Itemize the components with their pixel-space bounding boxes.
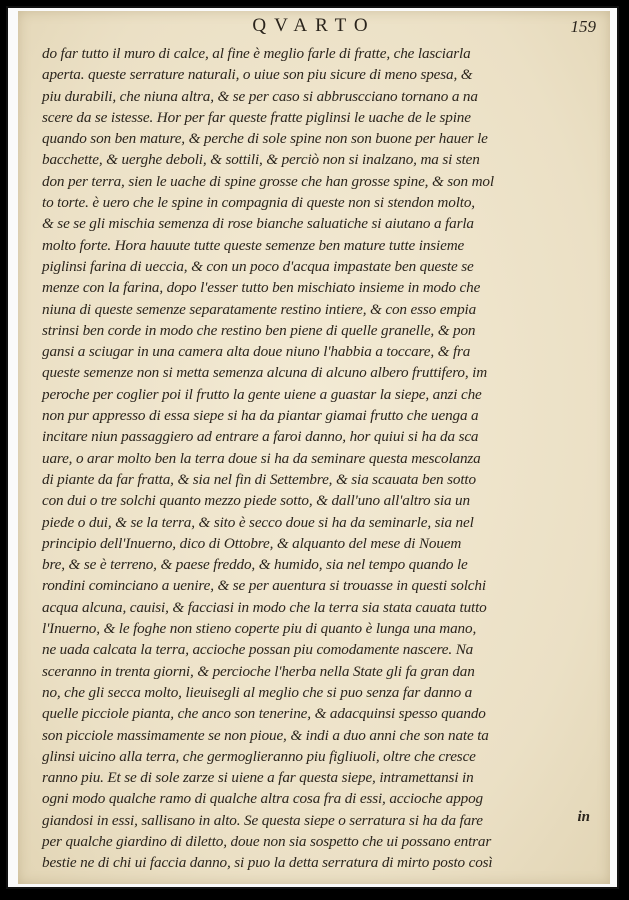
book-page [18, 11, 610, 884]
text-line: principio dell'Inuerno, dico di Ottobre, & alquanto del mese di Nouem [42, 534, 462, 552]
text-line: ne uada calcata la terra, accioche possan piu comodamente nascere. Na [42, 641, 474, 659]
text-line: piede o dui, & se la terra, & sito è secco doue si ha da seminarle, sia nel [42, 513, 474, 531]
text-line: menze con la farina, dopo l'esser tutto ben mischiato insieme in modo che [42, 279, 481, 297]
text-line: acqua alcuna, cauisi, & facciasi in modo che la terra sia stata cauata tutto [42, 598, 487, 616]
page-frame [6, 6, 619, 889]
text-line: scere da se istesse. Hor per far queste fratte piglinsi le uache de le spine [42, 108, 471, 126]
running-head: QVARTO [252, 15, 376, 36]
text-line: non pur appresso di essa siepe si ha da piantar giamai frutto che uenga a [42, 407, 479, 425]
text-line: don per terra, sien le uache di spine grosse che han grosse spine, & son mol [42, 172, 494, 190]
text-line: bacchette, & uerghe deboli, & sottili, & perciò non si inalzano, ma si sten [42, 151, 480, 169]
text-line: no, che gli secca molto, lieuisegli al meglio che si puo senza far danno a [42, 683, 473, 701]
text-line: piglinsi farina di ueccia, & con un poco d'acqua impastate ben queste se [42, 257, 474, 275]
text-line: glinsi uicino alla terra, che germoglieranno piu figliuoli, oltre che cresce [42, 747, 476, 765]
text-line: do far tutto il muro di calce, al fine è meglio farle di fratte, che lasciarla [42, 45, 471, 62]
text-line: molto forte. Hora hauute tutte queste semenze ben mature tutte insieme [42, 236, 465, 254]
body-text [42, 43, 598, 874]
text-line: peroche per coglier poi il frutto la gente uiene a guastar la siepe, anzi che [42, 385, 482, 403]
text-line: l'Inuerno, & le foghe non stieno coperte piu di quanto è lunga una mano, [42, 620, 477, 638]
text-line: son picciole massimamente se non pioue, & indi a duo anni che son nate ta [42, 726, 489, 744]
text-line: gansi a sciugar in una camera alta doue niuno l'habbia a toccare, & fra [42, 343, 471, 361]
text-line: giandosi in essi, sallisano in alto. Se questa siepe o serratura si ha da fare [42, 811, 483, 829]
text-line: niuna di queste semenze separatamente restino intiere, & con esso empia [42, 300, 477, 318]
catchword: in [577, 809, 590, 825]
text-line: strinsi ben corde in modo che restino ben piene di quelle granelle, & pon [42, 321, 476, 339]
text-line: aperta. queste serrature naturali, o uiue son piu sicure di meno spesa, & [42, 66, 473, 84]
text-line: queste semenze non si metta semenza alcuna di alcuno albero fruttifero, im [42, 364, 488, 382]
text-line: bre, & se è terreno, & paese freddo, & humido, sia nel tempo quando le [42, 556, 468, 574]
text-line: quando son ben mature, & perche di sole spine non son buone per hauer le [42, 130, 488, 148]
text-line: piu durabili, che niuna altra, & se per caso si abbruscciano tornano a na [42, 87, 478, 105]
text-line: di piante da far fratta, & sia nel fin di Settembre, & sia scauata ben sotto [42, 470, 476, 488]
text-line: ogni modo qualche ramo di qualche altra cosa fra di essi, accioche appog [42, 790, 483, 808]
text-line: con dui o tre solchi quanto mezzo piede sotto, & dall'uno all'altro sia un [42, 492, 470, 510]
text-line: quelle picciole pianta, che anco son tenerine, & adacquinsi spesso quando [42, 705, 486, 723]
text-line: & se se gli mischia semenza di rose bianche saluatiche si aiutano a farla [42, 215, 474, 233]
text-line: bestie ne di chi ui faccia danno, si puo la detta serratura di mirto posto così [42, 854, 493, 872]
text-line: ranno piu. Et se di sole zarze si uiene a far questa siepe, intramettansi in [42, 769, 474, 787]
text-line: incitare niun passaggiero ad entrare a faroi danno, hor quiui si ha da sca [42, 428, 479, 446]
text-line: to torte. è uero che le spine in compagnia di queste non si stendon molto, [42, 194, 475, 212]
text-line: per qualche giardino di diletto, doue non sia sospetto che ui possano entrar [42, 832, 492, 850]
text-line: rondini cominciano a uenire, & se per auentura si trouasse in questi solchi [42, 577, 486, 595]
page-number: 159 [570, 17, 596, 36]
text-line: sceranno in trenta giorni, & percioche l'herba nella State gli fa gran dan [42, 662, 475, 680]
text-line: uare, o arar molto ben la terra doue si ha da seminare questa mescolanza [42, 449, 481, 467]
